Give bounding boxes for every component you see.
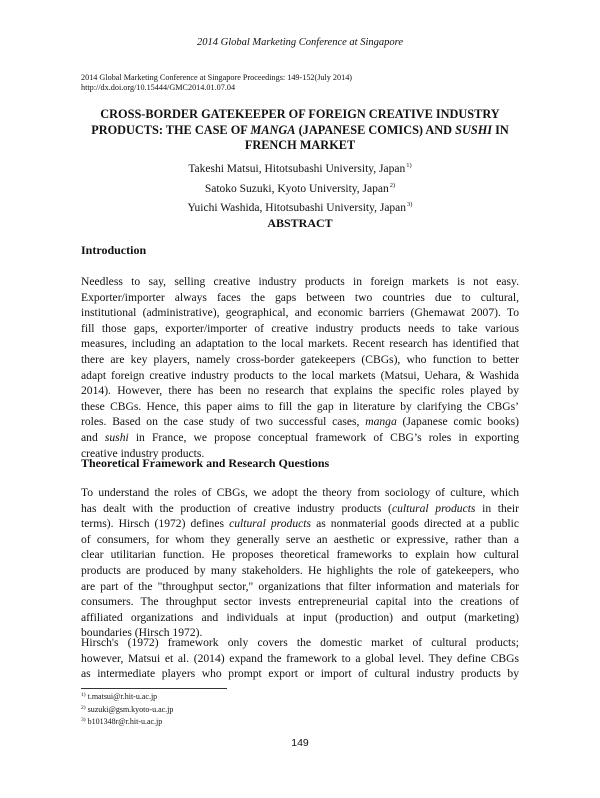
author-1-footnote-mark: 1): [406, 162, 412, 169]
proceedings-line: 2014 Global Marketing Conference at Singapore Proceedings: 149-152(July 2014): [81, 73, 353, 82]
author-3-footnote-mark: 3): [407, 201, 413, 208]
author-2: Satoko Suzuki, Kyoto University, Japan$^{2)}$: [204, 181, 396, 195]
manga-italic: manga: [365, 415, 397, 429]
title-line-1: CROSS-BORDER GATEKEEPER OF FOREIGN CREATIVE INDUSTRY: [100, 107, 500, 121]
footnote-3: $^{3)}$ b101348r@r.hit-u.ac.jp: [81, 717, 163, 727]
footnote-3-email[interactable]: b101348r@r.hit-u.ac.jp: [87, 717, 163, 727]
author-1: Takeshi Matsui, Hitotsubashi University, Japan$^{1)}$: [188, 162, 412, 175]
title-line-3: FRENCH MARKET: [244, 138, 356, 152]
sushi-italic: sushi: [104, 430, 129, 444]
paper-title: [81, 107, 519, 154]
footnote-2: $^{2)}$ suzuki@gsm.kyoto-u.ac.jp: [81, 704, 174, 714]
footnote-1: $^{1)}$ t.matsui@r.hit-u.ac.jp: [81, 692, 158, 701]
theory-heading: Theoretical Framework and Research Questions: [81, 456, 330, 470]
title-manga-italic: MANGA: [250, 122, 296, 137]
doi-link[interactable]: http://dx.doi.org/10.15444/GMC2014.01.07.04: [81, 83, 236, 92]
footnotes: [81, 690, 173, 728]
page-number: 149: [291, 737, 309, 749]
cultural-products-italic: cultural products: [229, 517, 311, 531]
author-list: [81, 158, 519, 217]
cultural-products-italic: cultural products: [391, 501, 476, 515]
author-2-footnote-mark: 2): [389, 181, 396, 189]
theory-paragraph-2: Hirsch's (1972) framework only covers the domestic market of cultural products; however, Matsui et al. (2014) expand the framework to a global level. They define CBGs as intermediate players who prompt export or import of cultural industry products by: [81, 636, 519, 681]
running-head: 2014 Global Marketing Conference at Singapore: [197, 37, 403, 48]
footnote-2-email[interactable]: suzuki@gsm.kyoto-u.ac.jp: [87, 704, 174, 714]
proceedings-info: [81, 73, 352, 93]
abstract-heading: ABSTRACT: [267, 216, 333, 230]
introduction-paragraph: Needless to say, selling creative industry products in foreign markets is not easy. Exporter/importer always faces the gaps between two countries due to cultural, institutional (administrative), geographical, and economic barriers (Ghemawat 2007). To fill those gaps, exporter/importer of creative industry products needs to take various measures, including an adaptation to the local markets. Recent research has identified that there are key players, namely cross-border gatekeepers (CBGs), who function to better adapt foreign creative industry products to the local markets (Matsui, Uehara, & Washida 2014). However, there has been no research that explains the specific roles played by these CBGs. Hence, this paper aims to fill the gap in literature by clarifying the CBGs’ roles. Based on the case study of two successful cases, manga (Japanese comic books) and sushi in France, we propose conceptual framework of CBG’s roles in exporting creative industry products.: [81, 275, 520, 460]
introduction-heading: Introduction: [81, 243, 147, 257]
theory-paragraph-1: To understand the roles of CBGs, we adopt the theory from sociology of culture, which has dealt with the production of creative industry products (cultural products in their terms). Hirsch (1972) defines cultural products as nonmaterial goods directed at a public of consumers, for whom they generally serve an aesthetic or expressive, rather than a clear utilitarian function. He proposes theoretical frameworks to explain how cultural products are produced by many stakeholders. He highlights the role of gatekeepers, who are part of the "throughput sector," organizations that filter information and materials for consumers. The throughput sector invests entrepreneurial capital into the creations of affiliated organizations and individuals at input (production) and output (marketing) boundaries (Hirsch 1972).: [81, 486, 520, 640]
title-sushi-italic: SUSHI: [455, 122, 493, 137]
footnote-1-email[interactable]: t.matsui@r.hit-u.ac.jp: [87, 692, 158, 701]
title-line-2: PRODUCTS: THE CASE OF MANGA (JAPANESE COMICS) AND SUSHI IN: [91, 122, 509, 137]
footnote-divider: [81, 688, 227, 689]
author-3: Yuichi Washida, Hitotsubashi University, Japan$^{3)}$: [187, 201, 413, 214]
